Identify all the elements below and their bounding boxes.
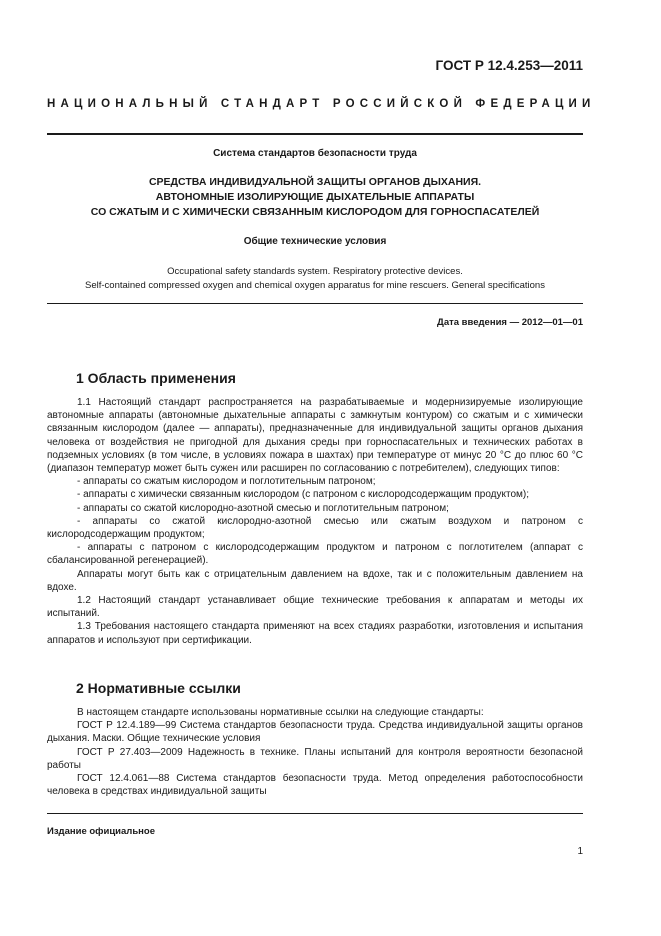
top-divider [47, 133, 583, 135]
section-2-heading: 2 Нормативные ссылки [76, 680, 241, 696]
pressure-note: Аппараты могут быть как с отрицательным давлением на вдохе, так и с положительным давлением на вдохе. [47, 568, 583, 593]
introduction-date: Дата введения — 2012—01—01 [437, 317, 583, 328]
list-item: - аппараты со сжатой кислородно-азотной смесью и поглотительным патроном; [77, 502, 449, 514]
references-intro: В настоящем стандарте использованы нормативные ссылки на следующие стандарты: [77, 707, 484, 718]
list-item: - аппараты со сжатой кислородно-азотной смесью или сжатым воздухом и патроном с кислородсодержащим продуктом; [47, 515, 583, 541]
english-title-line: Occupational safety standards system. Respiratory protective devices. [167, 266, 463, 277]
title-divider [47, 303, 583, 304]
section-1-body [47, 396, 583, 647]
paragraph-1-3: 1.3 Требования настоящего стандарта применяют на всех стадиях разработки, изготовления и испытания аппаратов и используют при сертификации. [47, 621, 583, 646]
title-line: СРЕДСТВА ИНДИВИДУАЛЬНОЙ ЗАЩИТЫ ОРГАНОВ ДЫХАНИЯ. [148, 176, 482, 188]
paragraph-1-1: 1.1 Настоящий стандарт распространяется на разрабатываемые и модернизируемые изолирующие автономные аппараты (автономные дыхательные аппараты с замкнутым контуром) со сжатым и с химически связанным кислородом (далее — аппараты), предназначенные для индивидуальной защиты органов дыхания человека от воздействия не пригодной для дыхания среды при горноспасательных и технических работах в подземных условиях (в том числе, в условиях пожара в шахтах) при температуре от минус 20 °С до плюс 60 °С (диапазон температур может быть сужен или расширен по согласованию с потребителем), следующих типов: [47, 397, 583, 475]
list-item: - аппараты с патроном с кислородсодержащим продуктом и патроном с поглотителем (аппарат с сбалансированной регенерацией). [47, 542, 583, 567]
title-line: СО СЖАТЫМ И С ХИМИЧЕСКИ СВЯЗАННЫМ КИСЛОРОДОМ ДЛЯ ГОРНОСПАСАТЕЛЕЙ [90, 206, 540, 218]
official-edition-label: Издание официальное [47, 826, 155, 837]
section-2-body [47, 706, 583, 798]
title-line: АВТОНОМНЫЕ ИЗОЛИРУЮЩИЕ ДЫХАТЕЛЬНЫЕ АППАРАТЫ [155, 191, 475, 203]
reference-item: ГОСТ Р 12.4.189—99 Система стандартов безопасности труда. Средства индивидуальной защиты органов дыхания. Маски. Общие технические условия [47, 720, 583, 745]
document-title [47, 175, 583, 220]
paragraph-1-2: 1.2 Настоящий стандарт устанавливает общие технические требования к аппаратам и методы их испытаний. [47, 595, 583, 620]
reference-item: ГОСТ Р 27.403—2009 Надежность в технике. Планы испытаний для контроля вероятности безопасной работы [47, 746, 583, 771]
page-number: 1 [577, 846, 583, 857]
list-item: - аппараты с химически связанным кислородом (с патроном с кислородсодержащим продуктом); [77, 489, 529, 501]
standards-system-title: Система стандартов безопасности труда [213, 148, 417, 159]
section-1-heading: 1 Область применения [76, 370, 236, 386]
national-standard-heading: НАЦИОНАЛЬНЫЙ СТАНДАРТ РОССИЙСКОЙ ФЕДЕРАЦИИ [47, 98, 596, 110]
english-title-line: Self-contained compressed oxygen and chemical oxygen apparatus for mine rescuers. General specifications [85, 279, 545, 291]
english-title [47, 265, 583, 292]
reference-item: ГОСТ 12.4.061—88 Система стандартов безопасности труда. Метод определения работоспособности человека в средствах индивидуальной защиты [47, 773, 583, 798]
list-item: - аппараты со сжатым кислородом и поглотительным патроном; [77, 476, 376, 488]
document-number: ГОСТ Р 12.4.253—2011 [435, 58, 583, 73]
document-subtitle: Общие технические условия [243, 236, 387, 247]
footer-divider [47, 813, 583, 814]
